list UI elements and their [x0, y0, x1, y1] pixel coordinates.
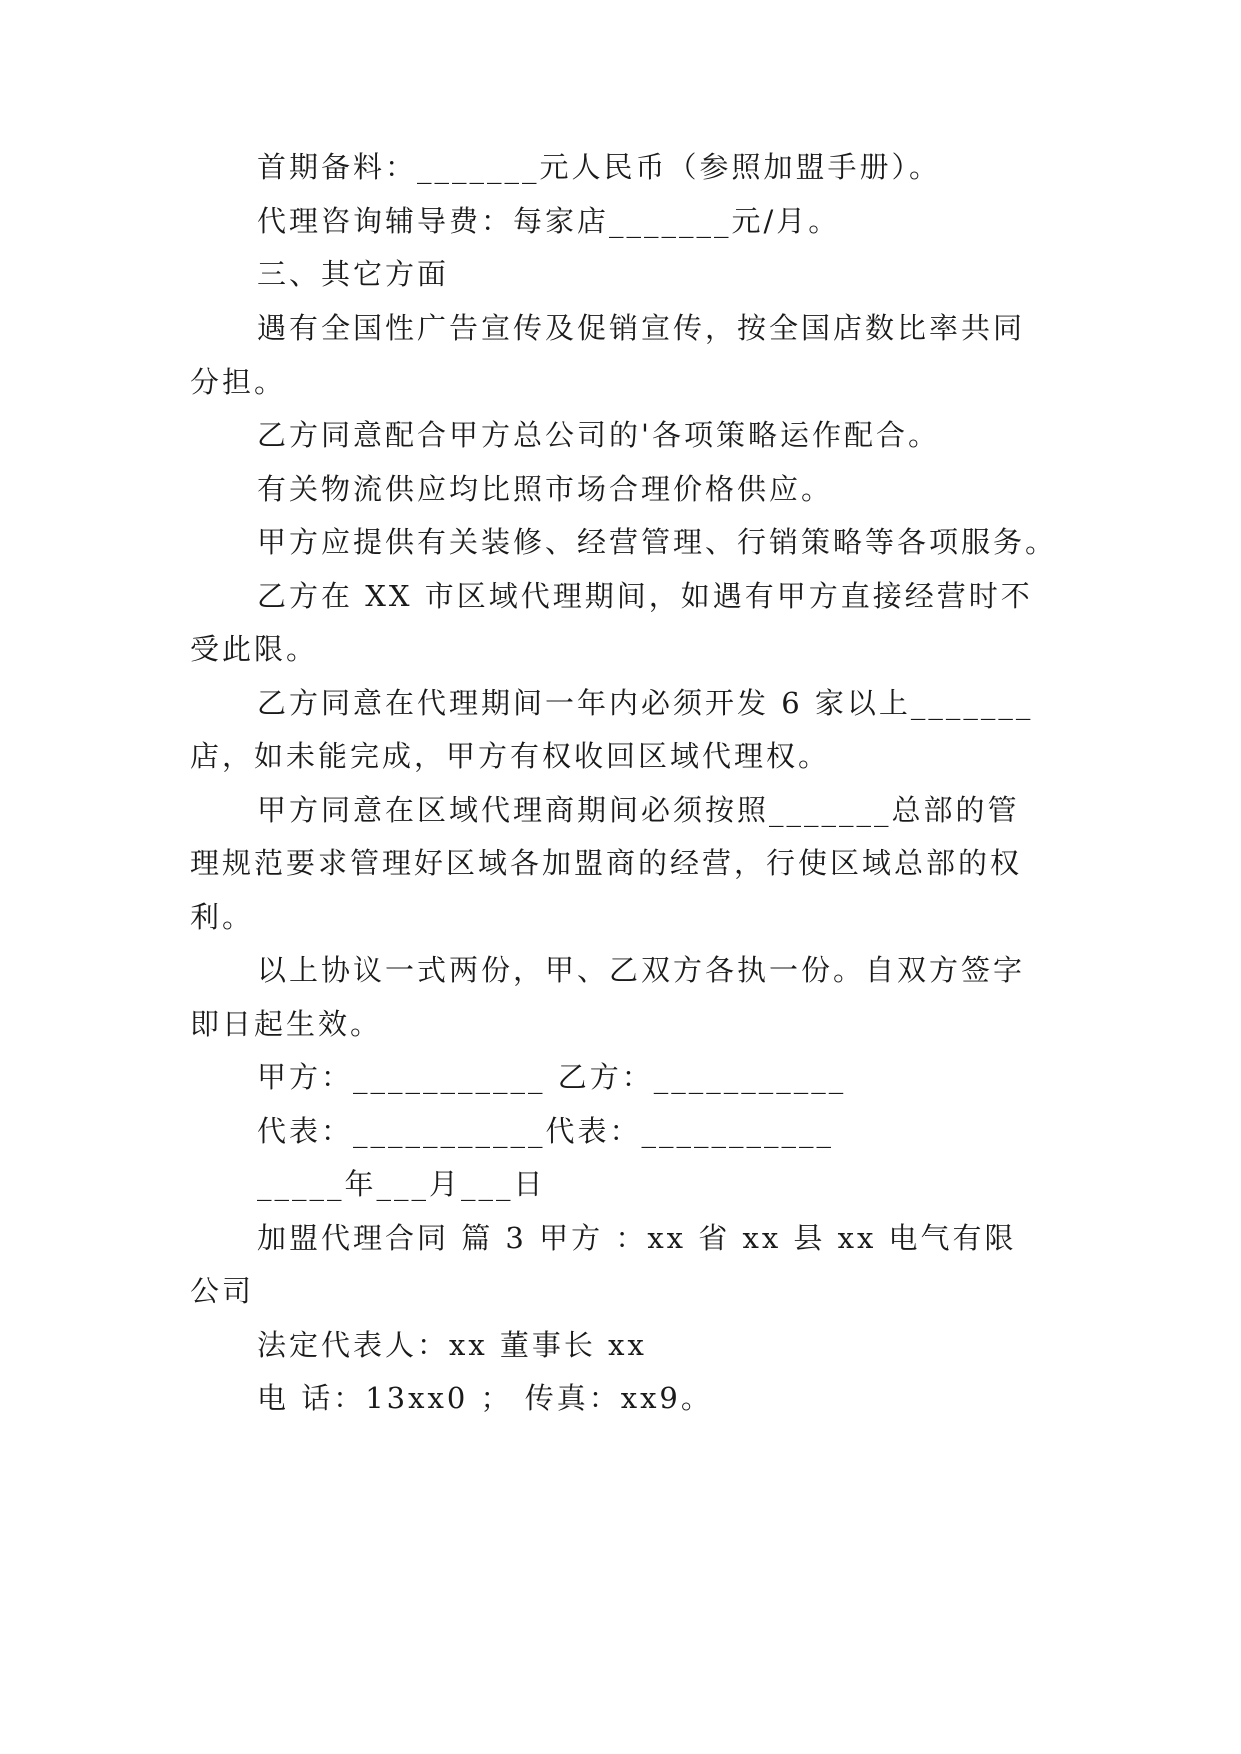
text-line: 代理咨询辅导费：每家店_______元/月。	[257, 204, 841, 238]
text-line: 乙方同意配合甲方总公司的'各项策略运作配合。	[257, 418, 940, 452]
text-line: 即日起生效。	[190, 1007, 383, 1041]
text-line: 乙方同意在代理期间一年内必须开发 6 家以上_______	[257, 686, 1034, 720]
text-line: 法定代表人：xx 董事长 xx	[257, 1328, 647, 1362]
signature-party-line: 甲方：___________ 乙方：___________	[257, 1060, 847, 1094]
date-line: _____年___月___日	[257, 1167, 546, 1201]
text-line: 受此限。	[190, 632, 319, 666]
text-line: 分担。	[190, 365, 287, 399]
text-line: 甲方同意在区域代理商期间必须按照_______总部的管	[257, 793, 1020, 827]
text-line: 电 话：13xx0 ； 传真：xx9。	[257, 1381, 713, 1415]
section-heading: 三、其它方面	[257, 257, 450, 291]
text-line: 店，如未能完成，甲方有权收回区域代理权。	[190, 739, 831, 773]
text-line: 理规范要求管理好区域各加盟商的经营，行使区域总部的权	[190, 846, 1023, 880]
text-line: 首期备料：_______元人民币（参照加盟手册）。	[257, 150, 942, 184]
text-line: 有关物流供应均比照市场合理价格供应。	[257, 472, 834, 506]
signature-representative-line: 代表：___________代表：___________	[257, 1114, 835, 1148]
text-line: 利。	[190, 900, 255, 934]
text-line: 公司	[190, 1274, 255, 1308]
text-line: 加盟代理合同 篇 3 甲方 ：xx 省 xx 县 xx 电气有限	[257, 1221, 1017, 1255]
text-line: 以上协议一式两份，甲、乙双方各执一份。自双方签字	[257, 953, 1026, 987]
text-line: 乙方在 XX 市区域代理期间，如遇有甲方直接经营时不	[257, 579, 1033, 613]
text-line: 甲方应提供有关装修、经营管理、行销策略等各项服务。	[257, 525, 1058, 559]
text-line: 遇有全国性广告宣传及促销宣传，按全国店数比率共同	[257, 311, 1026, 345]
